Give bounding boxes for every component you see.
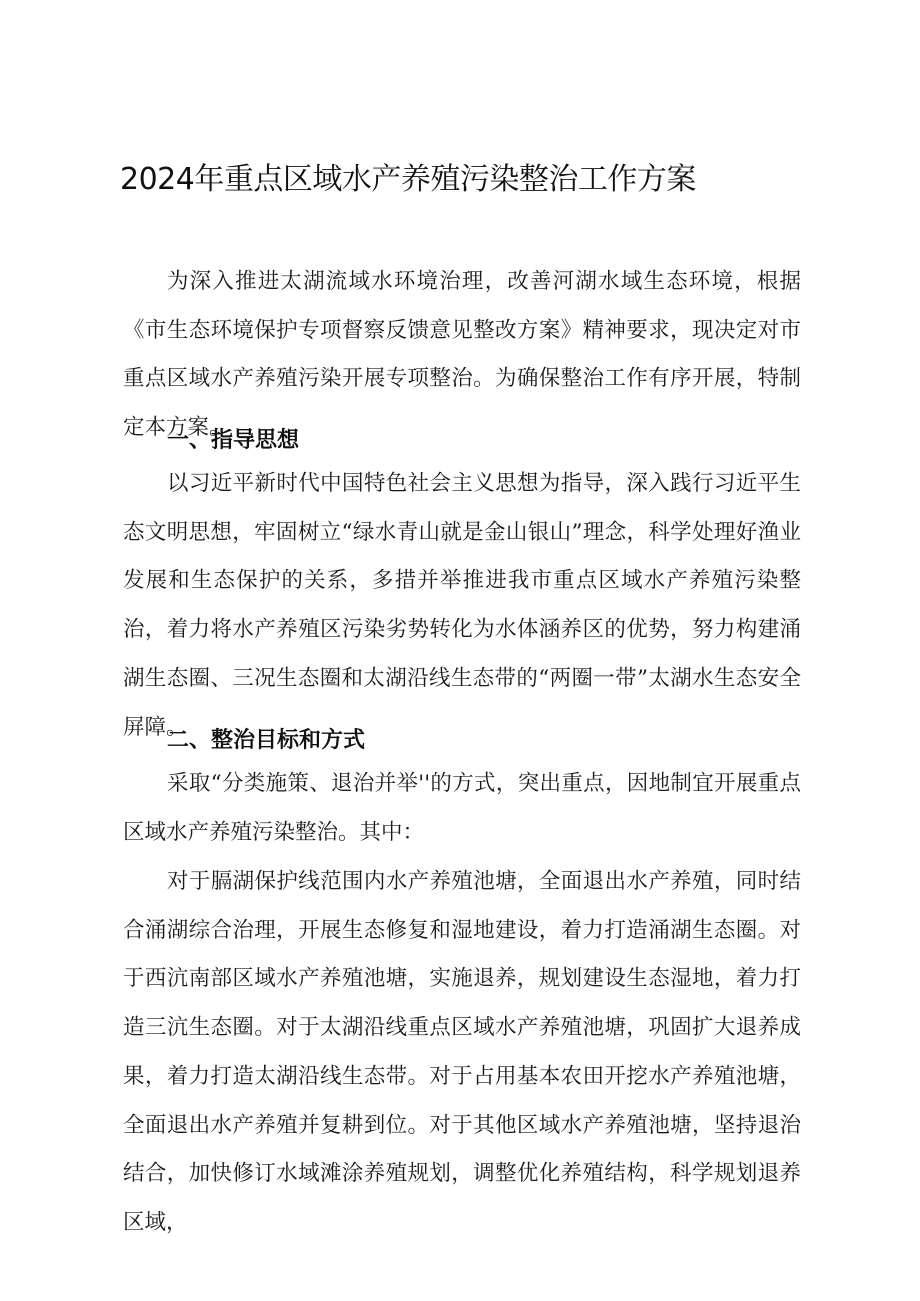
goals-detail-paragraph: 对于膈湖保护线范围内水产养殖池塘，全面退出水产养殖，同时结合涌湖综合治理，开展生态修复和湿地建设，着力打造涌湖生态圈。对于西沆南部区域水产养殖池塘，实施退养，规划建设生态湿地，着力打造三沆生态圈。对于太湖沿线重点区域水产养殖池塘，巩固扩大退养成果，着力打造太湖沿线生态带。对于占用基本农田开挖水产养殖池塘，全面退出水产养殖并复耕到位。对于其他区域水产养殖池塘，坚持退治结合，加快修订水域滩涂养殖规划，调整优化养殖结构，科学规划退养区域， bbox=[123, 869, 801, 1235]
section-heading-guiding-ideology: 一、指导思想 bbox=[167, 428, 300, 453]
section-heading-goals-and-methods: 二、整治目标和方式 bbox=[167, 728, 366, 753]
document-title: 2024年重点区域水产养殖污染整治工作方案 bbox=[120, 162, 696, 197]
guiding-ideology-paragraph: 以习近平新时代中国特色社会主义思想为指导，深入践行习近平生态文明思想，牢固树立“绿水青山就是金山银山”理念，科学处理好渔业发展和生态保护的关系，多措并举推进我市重点区域水产养殖污染整治，着力将水产养殖区污染劣势转化为水体涵养区的优势，努力构建涌湖生态圈、三况生态圈和太湖沿线生态带的“两圈一带”太湖水生态安全屏障。 bbox=[123, 471, 801, 740]
goals-intro-paragraph: 采取“分类施策、退治并举''的方式，突出重点，因地制宜开展重点区域水产养殖污染整治。其中： bbox=[123, 771, 801, 845]
intro-paragraph: 为深入推进太湖流域水环境治理，改善河湖水域生态环境，根据《市生态环境保护专项督察反馈意见整改方案》精神要求，现决定对市重点区域水产养殖污染开展专项整治。为确保整治工作有序开展，特制定本方案。 bbox=[123, 269, 801, 441]
